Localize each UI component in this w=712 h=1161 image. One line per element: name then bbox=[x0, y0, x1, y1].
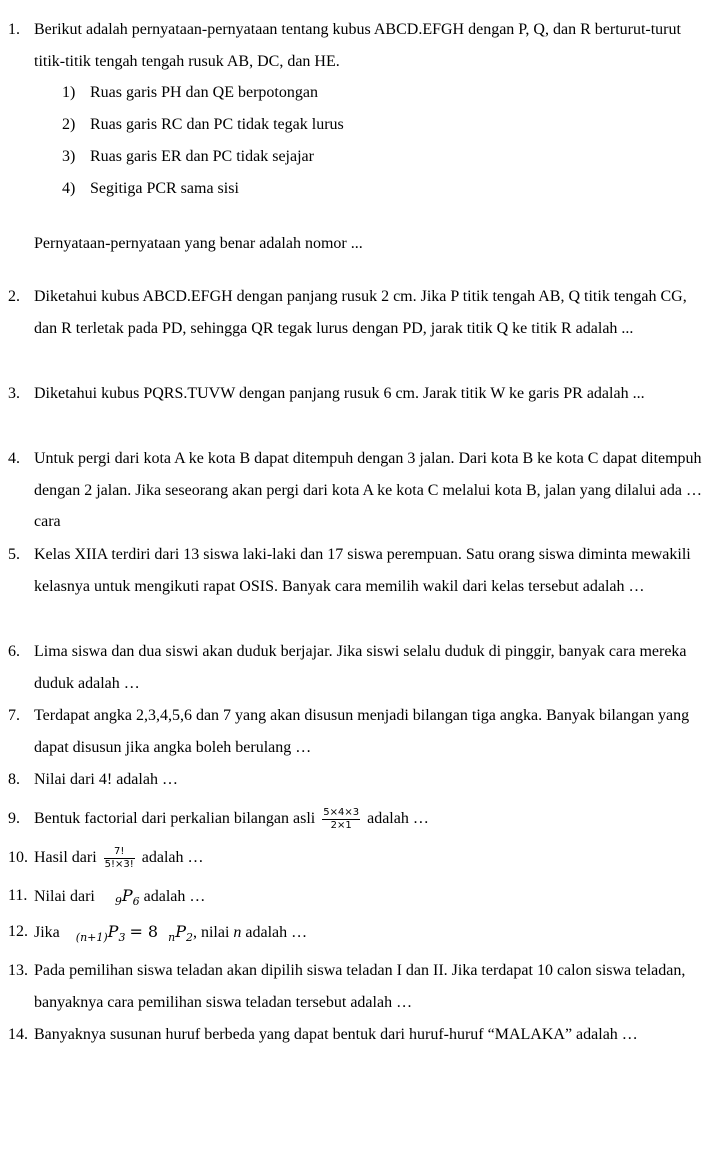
permutation-prefix-1: (n+1) bbox=[75, 931, 108, 945]
question-number: 3. bbox=[8, 385, 20, 402]
permutation-prefix-2: n bbox=[168, 931, 176, 945]
question-12 bbox=[8, 916, 702, 954]
statement-number: 1) bbox=[62, 84, 76, 101]
statement-number: 3) bbox=[62, 148, 76, 165]
statement-text: Ruas garis RC dan PC tidak tegak lurus bbox=[90, 116, 344, 133]
question-text: Terdapat angka 2,3,4,5,6 dan 7 yang akan disusun menjadi bilangan tiga angka. Banyak bilangan yang dapat disusun jika angka boleh berulang … bbox=[34, 707, 690, 756]
question-1-prompt: Pernyataan-pernyataan yang benar adalah nomor ... bbox=[34, 235, 363, 252]
question-text: Lima siswa dan dua siswi akan duduk berjajar. Jika siswi selalu duduk di pinggir, banyak cara mereka duduk adalah … bbox=[34, 643, 687, 692]
text-after-2: adalah … bbox=[245, 924, 308, 941]
statement-1 bbox=[62, 83, 318, 103]
question-10 bbox=[8, 842, 702, 874]
question-number: 9. bbox=[8, 810, 20, 827]
question-text: Berikut adalah pernyataan-pernyataan tentang kubus ABCD.EFGH dengan P, Q, dan R berturut-turut titik-titik tengah tengah rusuk AB, DC, dan HE. bbox=[34, 21, 681, 70]
statement-3 bbox=[62, 147, 314, 167]
question-6 bbox=[8, 636, 702, 699]
fraction-denominator: 2×1 bbox=[330, 819, 352, 831]
text-after: adalah … bbox=[141, 849, 204, 866]
permutation-subscript-2: 2 bbox=[185, 931, 193, 945]
permutation-symbol-2: P bbox=[175, 922, 186, 941]
statement-text: Ruas garis ER dan PC tidak sejajar bbox=[90, 148, 314, 165]
fraction-numerator: 5×4×3 bbox=[323, 806, 360, 818]
question-number: 10. bbox=[8, 849, 28, 866]
statement-text: Ruas garis PH dan QE berpotongan bbox=[90, 84, 318, 101]
fraction bbox=[322, 807, 360, 832]
fraction bbox=[104, 846, 135, 871]
variable-n: n bbox=[233, 924, 242, 941]
question-text: Untuk pergi dari kota A ke kota B dapat ditempuh dengan 3 jalan. Dari kota B ke kota C dapat ditempuh dengan 2 jalan. Jika seseorang akan pergi dari kota A ke kota C melalui kota B, jalan yang dilalui ada … cara bbox=[34, 450, 702, 530]
text-after: , nilai bbox=[192, 924, 230, 941]
text-after: adalah … bbox=[143, 888, 206, 905]
text-after: adalah … bbox=[367, 810, 429, 827]
text-before: Hasil dari bbox=[34, 849, 97, 866]
question-7 bbox=[8, 700, 702, 763]
question-number: 8. bbox=[8, 771, 20, 788]
permutation-symbol-1: P bbox=[107, 922, 119, 941]
permutation-subscript-1: 3 bbox=[118, 931, 126, 945]
question-text bbox=[34, 803, 702, 835]
question-number: 4. bbox=[8, 450, 20, 467]
question-number: 13. bbox=[8, 962, 28, 979]
question-2 bbox=[8, 281, 702, 344]
statement-text: Segitiga PCR sama sisi bbox=[90, 180, 239, 197]
statement-number: 2) bbox=[62, 116, 76, 133]
question-text: Nilai dari 4! adalah … bbox=[34, 771, 178, 788]
question-text: Diketahui kubus PQRS.TUVW dengan panjang rusuk 6 cm. Jarak titik W ke garis PR adalah ... bbox=[34, 385, 645, 402]
question-number: 5. bbox=[8, 546, 20, 563]
statement-number: 4) bbox=[62, 180, 76, 197]
text-before: Nilai dari bbox=[34, 888, 95, 905]
text-before: Bentuk factorial dari perkalian bilangan asli bbox=[34, 810, 316, 827]
question-number: 2. bbox=[8, 288, 20, 305]
question-11 bbox=[8, 880, 702, 918]
question-number: 1. bbox=[8, 21, 20, 38]
statement-4 bbox=[62, 179, 239, 199]
question-14 bbox=[8, 1019, 702, 1051]
question-number: 12. bbox=[8, 923, 28, 940]
question-text: Pada pemilihan siswa teladan akan dipilih siswa teladan I dan II. Jika terdapat 10 calon siswa teladan, banyaknya cara pemilihan siswa teladan tersebut adalah … bbox=[34, 962, 686, 1011]
permutation-subscript: 6 bbox=[132, 895, 140, 909]
question-number: 7. bbox=[8, 707, 20, 724]
fraction-denominator: 5!×3! bbox=[104, 858, 134, 870]
permutation-prefix: 9 bbox=[114, 895, 122, 909]
question-text: Banyaknya susunan huruf berbeda yang dapat bentuk dari huruf-huruf “MALAKA” adalah … bbox=[34, 1026, 638, 1043]
text-before: Jika bbox=[34, 924, 60, 941]
question-text bbox=[34, 880, 702, 918]
question-13 bbox=[8, 955, 702, 1018]
permutation-symbol: P bbox=[121, 886, 133, 905]
question-number: 14. bbox=[8, 1026, 28, 1043]
equals-eight: = 8 bbox=[129, 922, 159, 941]
question-5 bbox=[8, 539, 702, 602]
statement-2 bbox=[62, 115, 344, 135]
question-text bbox=[34, 842, 702, 874]
question-text bbox=[34, 916, 702, 954]
fraction-numerator: 7! bbox=[104, 846, 135, 859]
question-4 bbox=[8, 443, 702, 538]
question-text: Kelas XIIA terdiri dari 13 siswa laki-laki dan 17 siswa perempuan. Satu orang siswa diminta mewakili kelasnya untuk mengikuti rapat OSIS. Banyak cara memilih wakil dari kelas tersebut adalah … bbox=[34, 546, 691, 595]
question-3 bbox=[8, 378, 702, 410]
question-number: 11. bbox=[8, 887, 28, 904]
question-number: 6. bbox=[8, 643, 20, 660]
question-8 bbox=[8, 764, 702, 796]
question-text: Diketahui kubus ABCD.EFGH dengan panjang rusuk 2 cm. Jika P titik tengah AB, Q titik tengah CG, dan R terletak pada PD, sehingga QR tegak lurus dengan PD, jarak titik Q ke titik R adalah ... bbox=[34, 288, 687, 337]
question-1 bbox=[8, 14, 702, 77]
question-9 bbox=[8, 803, 702, 835]
